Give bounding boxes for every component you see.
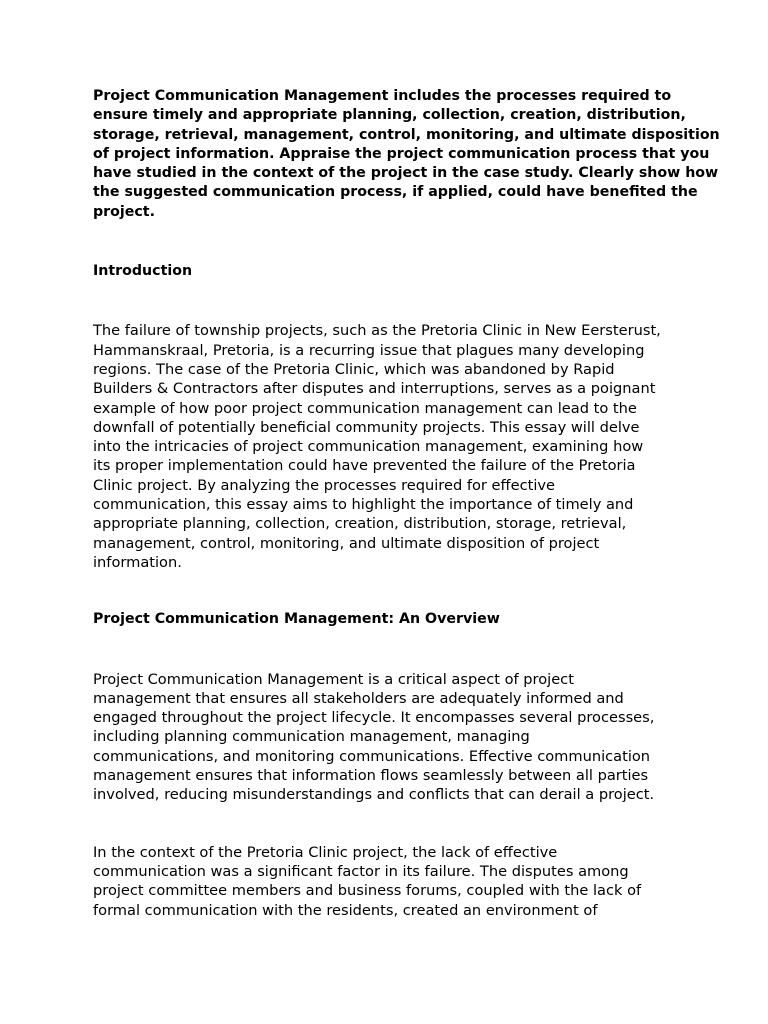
essay-prompt (93, 87, 720, 222)
prompt-line: Project Communication Management includes the processes required to (93, 88, 672, 104)
paragraph-line: including planning communication management, managing (93, 728, 530, 746)
paragraph-line: management, control, monitoring, and ultimate disposition of project (93, 534, 600, 552)
paragraph-line: In the context of the Pretoria Clinic project, the lack of effective (93, 843, 558, 861)
prompt-line: of project information. Appraise the project communication process that you (93, 145, 710, 162)
paragraph-line: Project Communication Management is a critical aspect of project (93, 670, 574, 688)
prompt-line: the suggested communication process, if applied, could have benefited the (93, 184, 698, 201)
paragraph-line: information. (93, 553, 182, 571)
paragraph-line: Hammanskraal, Pretoria, is a recurring issue that plagues many developing (93, 341, 645, 359)
prompt-line: storage, retrieval, management, control, monitoring, and ultimate disposition (93, 126, 720, 143)
paragraph-line: The failure of township projects, such as the Pretoria Clinic in New Eersterust, (93, 322, 661, 340)
paragraph-line: engaged throughout the project lifecycle. It encompasses several processes, (93, 709, 655, 727)
prompt-line: ensure timely and appropriate planning, collection, creation, distribution, (93, 107, 686, 124)
paragraph-line: management ensures that information flows seamlessly between all parties (93, 767, 649, 785)
paragraph-line: Builders & Contractors after disputes and interruptions, serves as a poignant (93, 380, 656, 398)
paragraph-line: formal communication with the residents, created an environment of (93, 901, 598, 919)
context-paragraph (93, 843, 693, 920)
paragraph-line: into the intricacies of project communication management, examining how (93, 438, 644, 456)
introduction-paragraph (93, 321, 693, 572)
paragraph-line: project committee members and business forums, coupled with the lack of (93, 882, 642, 900)
paragraph-line: communications, and monitoring communications. Effective communication (93, 747, 651, 765)
paragraph-line: appropriate planning, collection, creation, distribution, storage, retrieval, (93, 515, 627, 533)
paragraph-line: example of how poor project communication management can lead to the (93, 399, 637, 417)
paragraph-line: its proper implementation could have prevented the failure of the Pretoria (93, 457, 636, 475)
prompt-line: project. (93, 203, 155, 220)
document-page (93, 87, 720, 958)
paragraph-line: management that ensures all stakeholders are adequately informed and (93, 689, 624, 707)
prompt-line: have studied in the context of the project in the case study. Clearly show how (93, 165, 719, 182)
introduction-heading: Introduction (93, 263, 193, 280)
paragraph-line: communication was a significant factor in its failure. The disputes among (93, 862, 629, 880)
overview-heading: Project Communication Management: An Overview (93, 611, 500, 628)
paragraph-line: Clinic project. By analyzing the processes required for effective (93, 476, 555, 494)
paragraph-line: communication, this essay aims to highlight the importance of timely and (93, 496, 634, 514)
paragraph-line: regions. The case of the Pretoria Clinic, which was abandoned by Rapid (93, 360, 615, 378)
overview-paragraph (93, 670, 693, 805)
paragraph-line: involved, reducing misunderstandings and conflicts that can derail a project. (93, 786, 655, 804)
paragraph-line: downfall of potentially beneficial community projects. This essay will delve (93, 418, 640, 436)
